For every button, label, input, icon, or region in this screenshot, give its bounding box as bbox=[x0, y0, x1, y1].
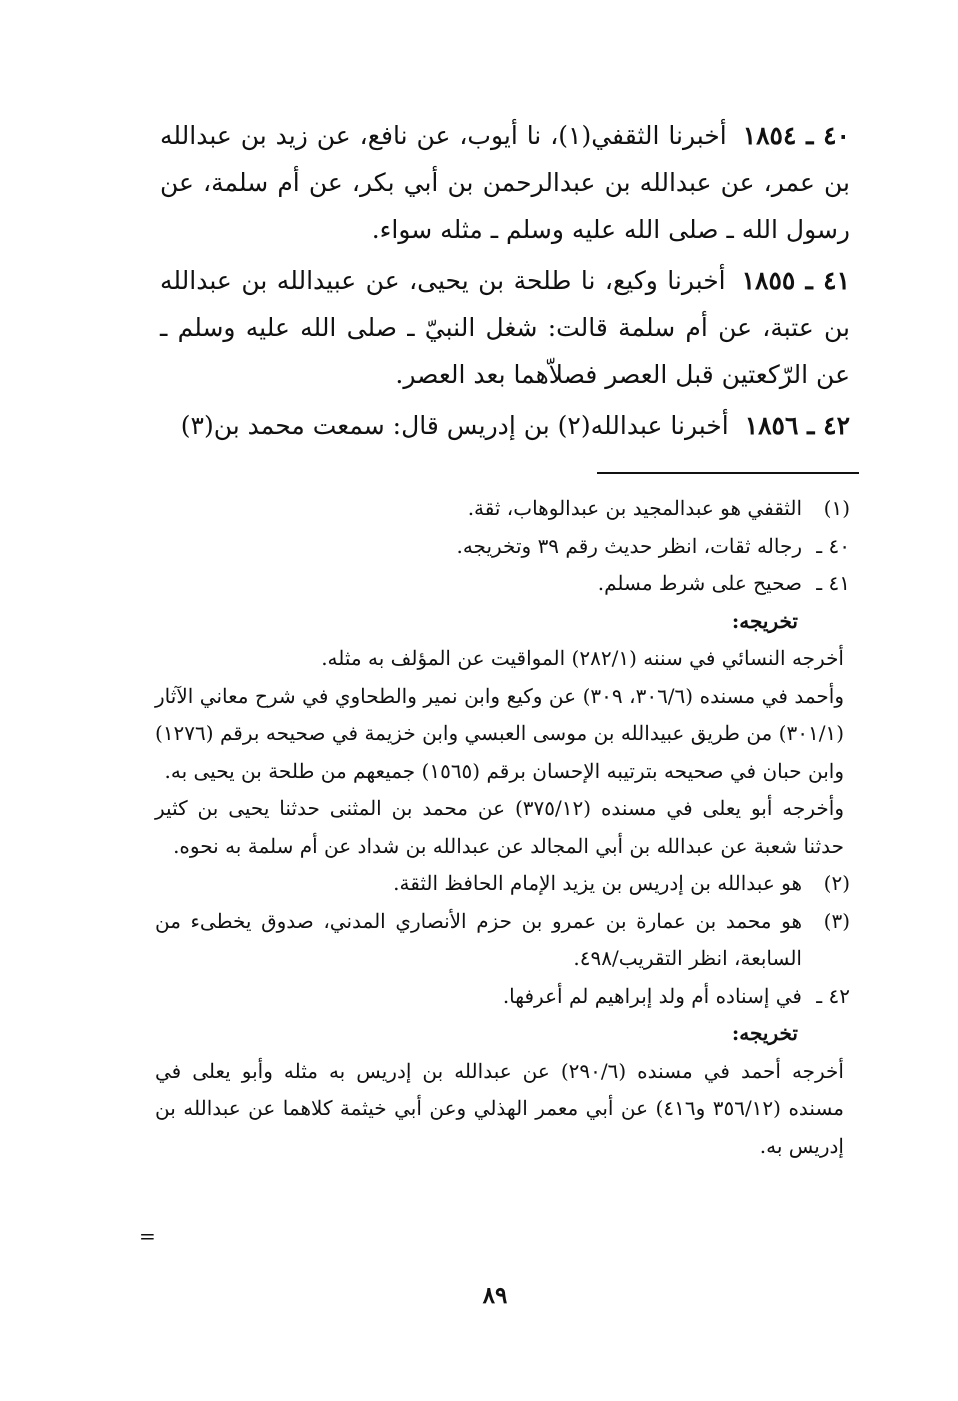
comment-text: صحيح على شرط مسلم. bbox=[597, 571, 802, 595]
hadith-1854 bbox=[160, 112, 850, 253]
takhrij-paragraph: وأخرجه أبو يعلى في مسنده (٣٧٥/١٢) عن محمد بن المثنى حدثنا يحيى بن كثير حدثنا شعبة عن عبدالله بن أبي المجالد عن عبدالله بن شداد عن أم سلمة به نحوه. bbox=[155, 796, 845, 858]
footnotes bbox=[155, 490, 850, 1165]
hadith-text: أخبرنا الثقفي(١)، نا أيوب، عن نافع، عن زيد بن عبدالله بن عمر، عن عبدالله بن عبدالرحمن بن أبي بكر، عن أم سلمة، عن رسول الله ـ صلى الله عليه وسلم ـ مثله سواء. bbox=[160, 121, 850, 244]
footnote-number: (٢) bbox=[823, 871, 850, 895]
hadith-number: ٤٢ ـ ١٨٥٦ bbox=[744, 411, 850, 440]
comment-number: ٤١ ـ bbox=[816, 571, 850, 595]
hadith-1856 bbox=[160, 402, 850, 449]
takhrij-heading: تخريجه: bbox=[731, 608, 798, 633]
footnote-text: هو محمد بن عمارة بن عمرو بن حزم الأنصاري المدني، صدوق يخطىء من السابعة، انظر التقريب/٤٩٨. bbox=[155, 908, 802, 970]
comment-number: ٤٢ ـ bbox=[816, 983, 850, 1008]
takhrij-paragraph: أخرجه أحمد في مسنده (٢٩٠/٦) عن عبدالله بن إدريس به مثله وأبو يعلى في مسنده (٣٥٦/١٢ و٤١٦) عن أبي معمر الهذلي وعن أبي خيثمة كلاهما عن عبدالله بن إدريس به. bbox=[155, 1058, 845, 1158]
footnote-2 bbox=[155, 865, 850, 903]
footnote-separator bbox=[597, 472, 859, 474]
takhrij-heading: تخريجه: bbox=[731, 1021, 798, 1045]
hadith-number: ٤١ ـ ١٨٥٥ bbox=[741, 266, 850, 295]
comment-42 bbox=[155, 978, 850, 1016]
footnote-number: (٣) bbox=[823, 908, 850, 933]
page-number: ٨٩ bbox=[482, 1282, 508, 1309]
comment-number: ٤٠ ـ bbox=[816, 533, 850, 558]
comment-text: في إسناده أم ولد إبراهيم لم أعرفها. bbox=[502, 983, 802, 1008]
hadith-text: أخبرنا وكيع، نا طلحة بن يحيى، عن عبيدالله بن عبدالله بن عتبة، عن أم سلمة قالت: شغل النبيّ ـ صلى الله عليه وسلم ـ عن الرّكعتين قبل العصر فصلاّهما بعد العصر. bbox=[160, 266, 850, 389]
comment-41 bbox=[155, 565, 850, 603]
hadith-text: أخبرنا عبدالله(٢) بن إدريس قال: سمعت محمد بن(٣) bbox=[180, 411, 729, 440]
hadith-number: ٤٠ ـ ١٨٥٤ bbox=[742, 121, 850, 150]
comment-text: رجاله ثقات، انظر حديث رقم ٣٩ وتخريجه. bbox=[456, 533, 802, 558]
comment-40 bbox=[155, 528, 850, 566]
footnote-number: (١) bbox=[823, 496, 850, 520]
footnote-1 bbox=[155, 490, 850, 528]
hadith-1855 bbox=[160, 257, 850, 398]
takhrij-paragraph: وأحمد في مسنده (٣٠٦/٦، ٣٠٩) عن وكيع وابن نمير والطحاوي في شرح معاني الآثار (٣٠١/١) من طريق عبيدالله بن موسى العبسي وابن خزيمة في صحيحه برقم (١٢٧٦) وابن حبان في صحيحه بترتيبه الإحسان برقم (١٥٦٥) جميعهم من طلحة بن يحيى به. bbox=[155, 683, 845, 783]
footnote-3 bbox=[155, 903, 850, 978]
takhrij-paragraph: أخرجه النسائي في سننه (٢٨٢/١) المواقيت عن المؤلف به مثله. bbox=[321, 646, 844, 670]
main-text bbox=[160, 112, 850, 453]
continuation-mark: = bbox=[139, 1224, 156, 1248]
footnote-text: هو عبدالله بن إدريس بن يزيد الإمام الحافظ الثقة. bbox=[393, 871, 802, 895]
footnote-text: الثقفي هو عبدالمجيد بن عبدالوهاب، ثقة. bbox=[467, 496, 802, 520]
